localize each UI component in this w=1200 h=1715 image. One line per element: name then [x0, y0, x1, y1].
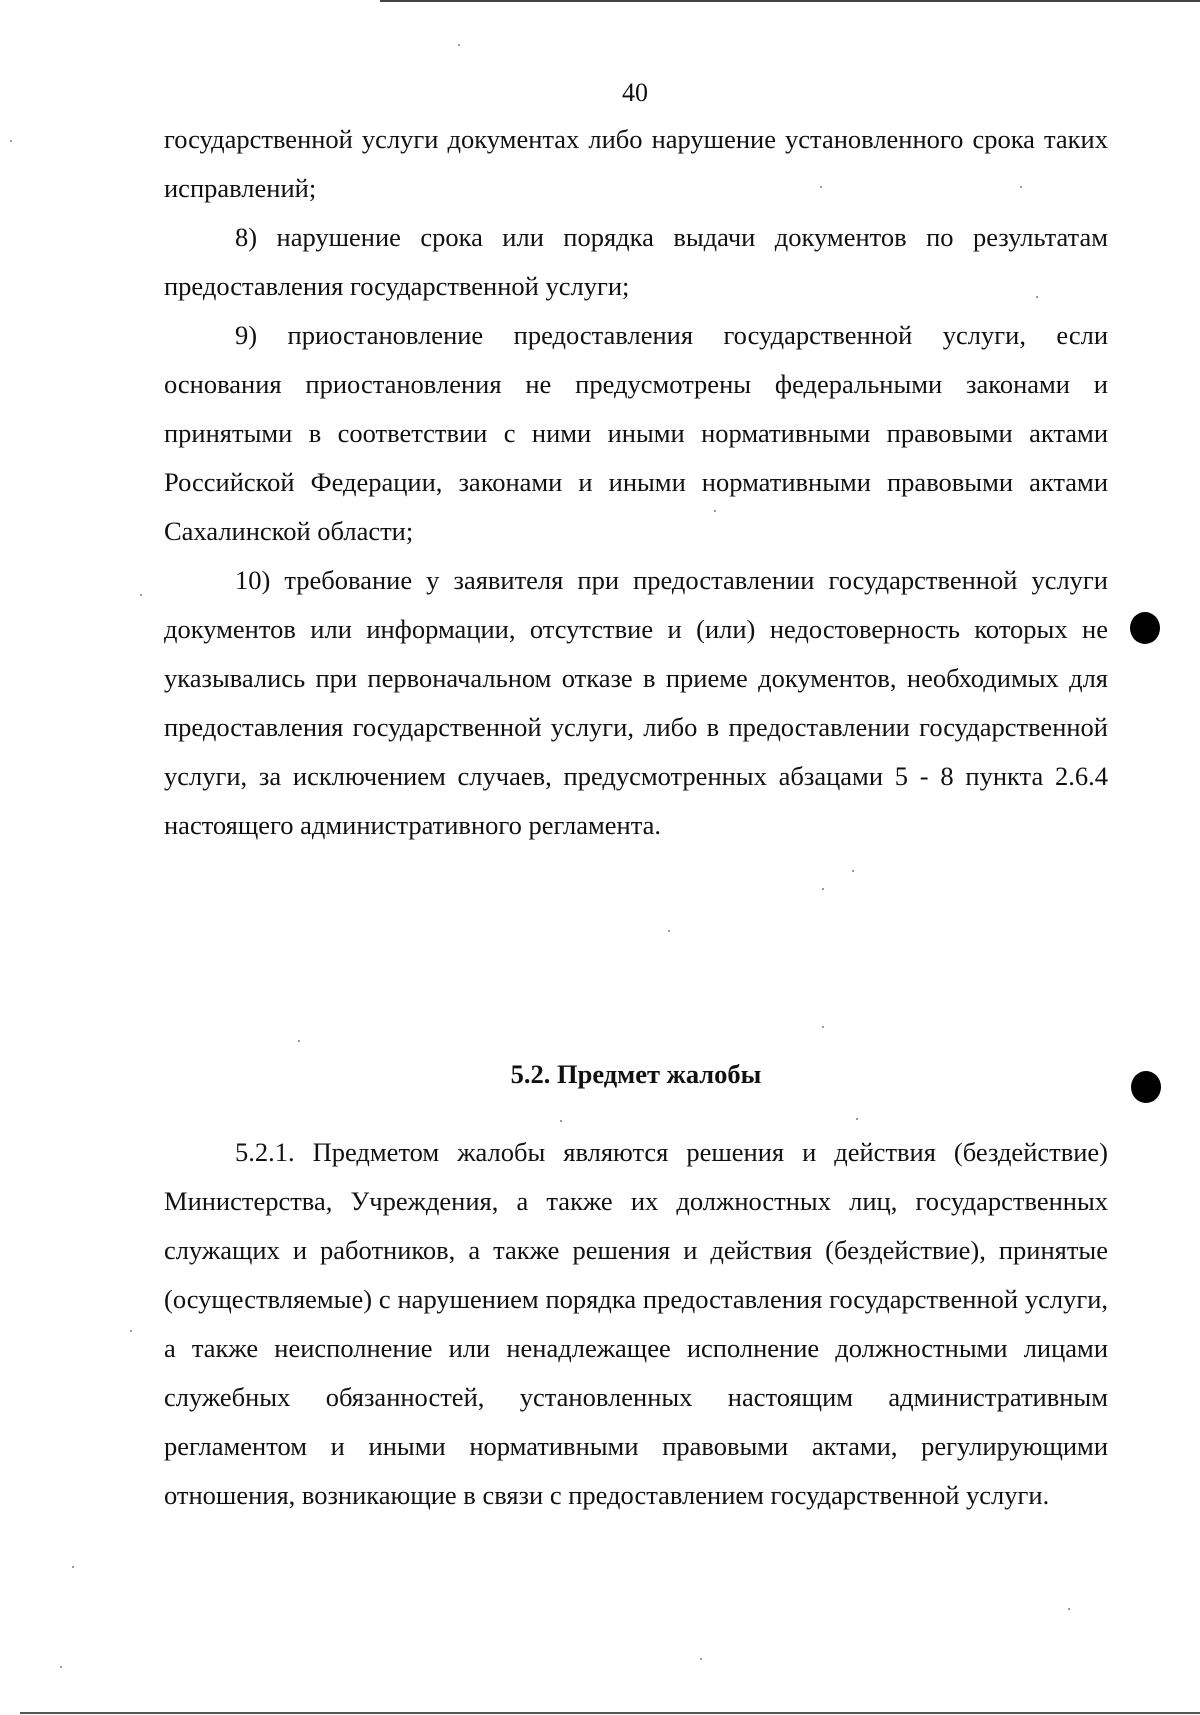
- list-item-10: 10) требование у заявителя при предоставлении государственной услуги документов или информации, отсутствие и (или) недостоверность которых не указывались при первоначальном отказе в приеме документов, необходимых для предоставления государственной услуги, либо в предоставлении государственной услуги, за исключением случаев, предусмотренных абзацами 5 - 8 пункта 2.6.4 настоящего административного регламента.: [164, 565, 1108, 840]
- page-number: 40: [622, 78, 648, 107]
- body-text-top: [164, 115, 1108, 850]
- punch-hole-mark: [1130, 612, 1160, 644]
- scan-speck: [130, 1330, 132, 1332]
- scan-speck: [820, 186, 822, 188]
- scan-speck: [852, 870, 854, 872]
- scan-speck: [700, 1658, 702, 1660]
- punch-hole-mark: [1131, 1071, 1161, 1103]
- scan-speck: [1020, 186, 1022, 188]
- scan-speck: [714, 510, 716, 512]
- scan-speck: [1068, 1608, 1070, 1610]
- scan-speck: [560, 1120, 562, 1122]
- paragraph-5-2-1: 5.2.1. Предметом жалобы являются решения и действия (бездействие) Министерства, Учреждения, а также их должностных лиц, государственных служащих и работников, а также решения и действия (бездействие), принятые (осуществляемые) с нарушением порядка предоставления государственной услуги, а также неисполнение или ненадлежащее исполнение должностными лицами служебных обязанностей, установленных настоящим административным регламентом и иными нормативными правовыми актами, регулирующими отношения, возникающие в связи с предоставлением государственной услуги.: [164, 1137, 1108, 1510]
- section-heading: 5.2. Предмет жалобы: [510, 1059, 762, 1089]
- body-text-bottom: [164, 1128, 1108, 1520]
- paragraph-continuation: государственной услуги документах либо нарушение установленного срока таких исправлений;: [164, 124, 1108, 203]
- scan-speck: [298, 1040, 300, 1042]
- scan-speck: [10, 140, 12, 142]
- scan-speck: [668, 930, 670, 932]
- scan-speck: [458, 44, 460, 46]
- top-edge-rule: [380, 0, 1200, 2]
- list-item-8: 8) нарушение срока или порядка выдачи документов по результатам предоставления государственной услуги;: [164, 222, 1108, 301]
- scan-speck: [822, 888, 824, 890]
- list-item-9: 9) приостановление предоставления государственной услуги, если основания приостановления не предусмотрены федеральными законами и принятыми в соответствии с ними иными нормативными правовыми актами Российской Федерации, законами и иными нормативными правовыми актами Сахалинской области;: [164, 320, 1108, 546]
- scan-speck: [72, 1566, 74, 1568]
- bottom-edge-rule: [20, 1712, 1200, 1714]
- scan-speck: [822, 1026, 824, 1028]
- scan-speck: [1036, 296, 1038, 298]
- scan-speck: [140, 594, 142, 596]
- scan-speck: [856, 1118, 858, 1120]
- scan-speck: [60, 1666, 62, 1668]
